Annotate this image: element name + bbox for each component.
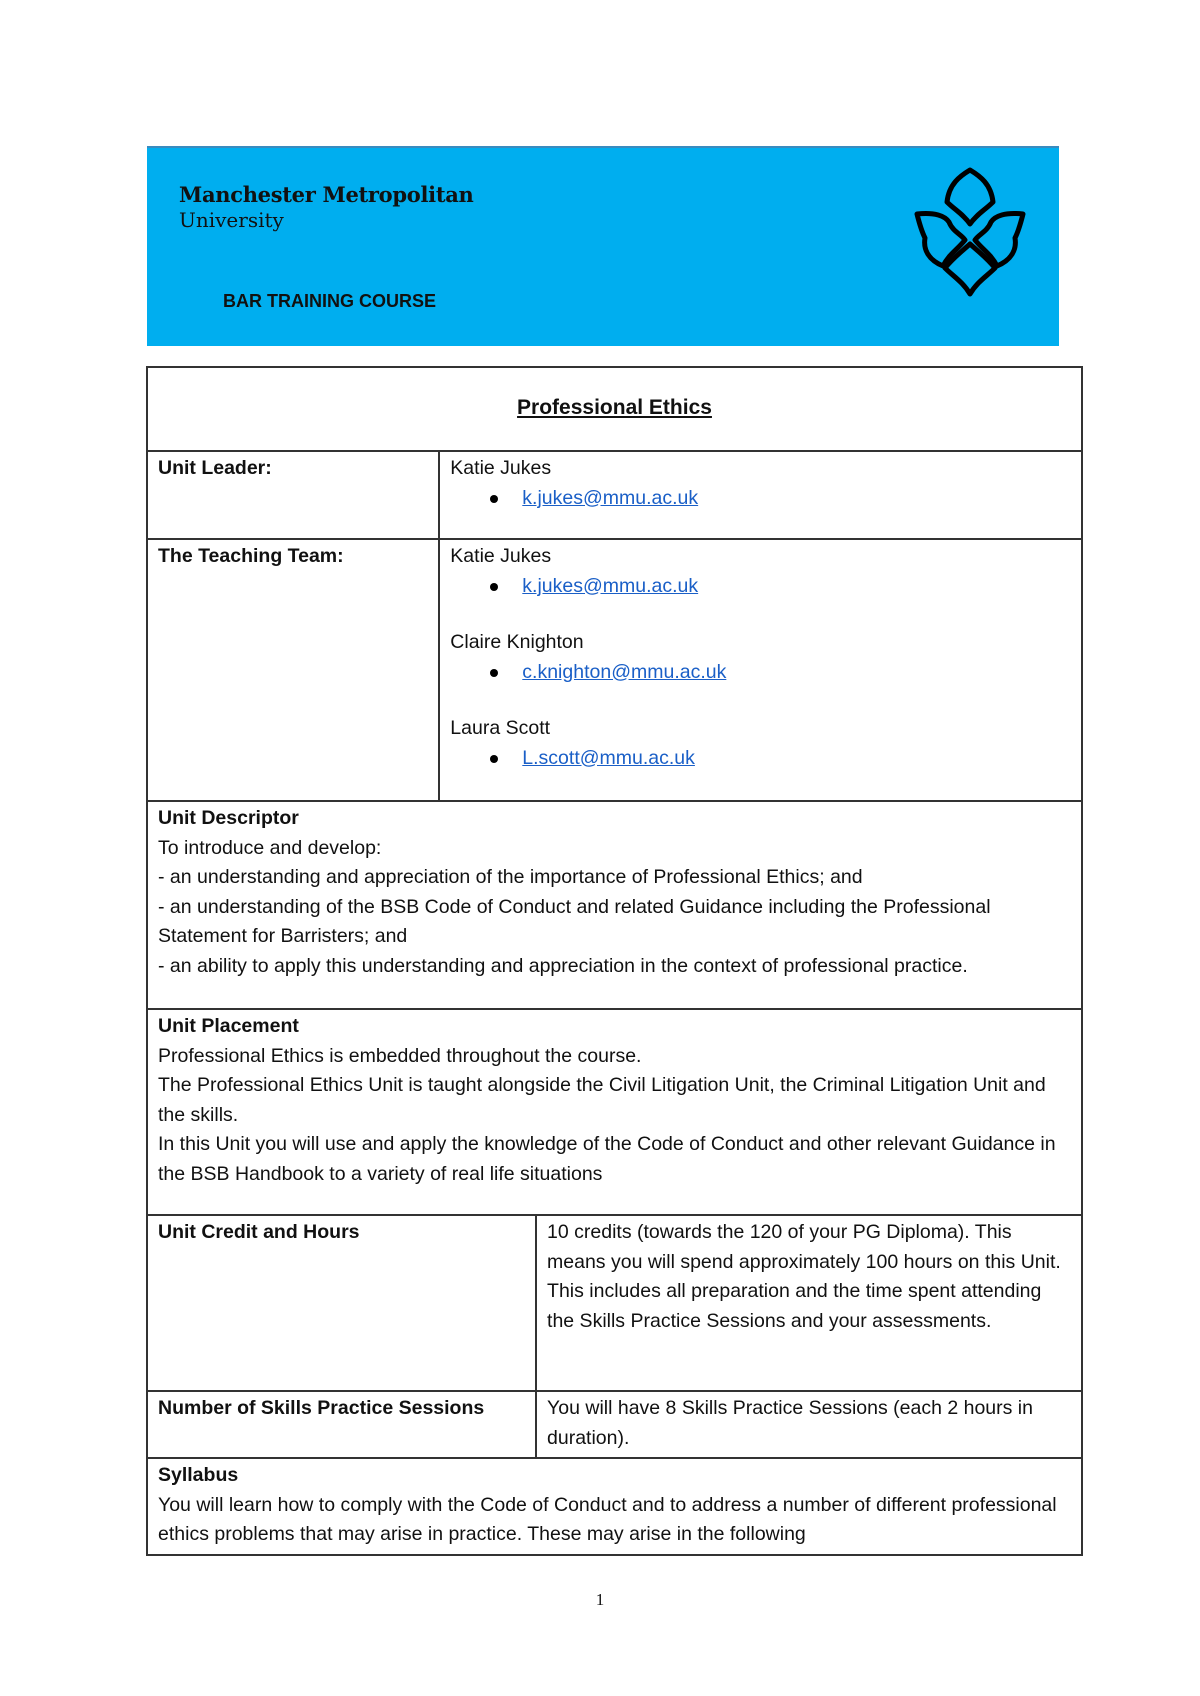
credit-hours-row [147,1215,1082,1391]
placement-line: Professional Ethics is embedded throughout the course. [158,1044,642,1067]
descriptor-line: - an understanding and appreciation of the importance of Professional Ethics; and [158,866,863,888]
unit-leader-email-list [450,484,1071,514]
list-item [490,572,1071,602]
syllabus-text: You will learn how to comply with the Code of Conduct and to address a number of different professional ethics problems that may arise in practice. These may arise in the following [158,1493,1057,1545]
team-member-name: Katie Jukes [450,545,552,567]
placement-line: The Professional Ethics Unit is taught alongside the Civil Litigation Unit, the Criminal Litigation Unit and the skills. [158,1074,1046,1126]
teaching-team-label: The Teaching Team: [147,539,439,801]
university-subtitle: University [179,208,284,232]
list-item [490,744,1071,774]
sessions-row [147,1391,1082,1458]
sessions-value: You will have 8 Skills Practice Sessions (each 2 hours in duration). [536,1391,1082,1458]
unit-leader-label: Unit Leader: [147,451,439,539]
team-member [450,714,1071,773]
team-member-email-link[interactable]: k.jukes@mmu.ac.uk [522,574,699,597]
unit-info-table [146,366,1083,1556]
placement-line: In this Unit you will use and apply the knowledge of the Code of Conduct and other relevant Guidance in the BSB Handbook to a variety of real life situations [158,1133,1056,1185]
descriptor-heading: Unit Descriptor [158,807,299,829]
team-member [450,628,1071,687]
syllabus-heading: Syllabus [158,1464,239,1486]
page-number: 1 [595,1590,605,1609]
syllabus-row [147,1458,1082,1555]
course-title: BAR TRAINING COURSE [223,291,437,311]
team-member-email-link[interactable]: c.knighton@mmu.ac.uk [522,660,727,683]
unit-leader-email-link[interactable]: k.jukes@mmu.ac.uk [522,486,699,509]
credit-hours-value: 10 credits (towards the 120 of your PG Diploma). This means you will spend approximately 100 hours on this Unit. This includes all preparation and the time spent attending the Skills Practice Sessions and your assessments. [536,1215,1082,1391]
placement-row [147,1009,1082,1215]
list-item [490,484,1071,514]
unit-leader-row [147,451,1082,539]
descriptor-line: - an ability to apply this understanding and appreciation in the context of professional practice. [158,954,968,977]
descriptor-line: - an understanding of the BSB Code of Conduct and related Guidance including the Professional Statement for Barristers; and [158,895,991,947]
team-member-name: Laura Scott [450,717,551,739]
teaching-team-row [147,539,1082,801]
sessions-label: Number of Skills Practice Sessions [147,1391,536,1458]
descriptor-line: To introduce and develop: [158,836,382,859]
unit-leader-name: Katie Jukes [450,457,552,479]
university-name: Manchester Metropolitan [179,182,474,207]
header-banner [147,146,1059,346]
team-member-name: Claire Knighton [450,631,584,653]
placement-heading: Unit Placement [158,1015,299,1037]
team-member-email-link[interactable]: L.scott@mmu.ac.uk [522,746,695,769]
team-member [450,542,1071,601]
title-row [147,367,1082,451]
credit-hours-label: Unit Credit and Hours [147,1215,536,1391]
list-item [490,658,1071,688]
descriptor-row [147,801,1082,1009]
unit-title: Professional Ethics [517,395,712,419]
mmu-flower-logo-icon [905,162,1035,302]
